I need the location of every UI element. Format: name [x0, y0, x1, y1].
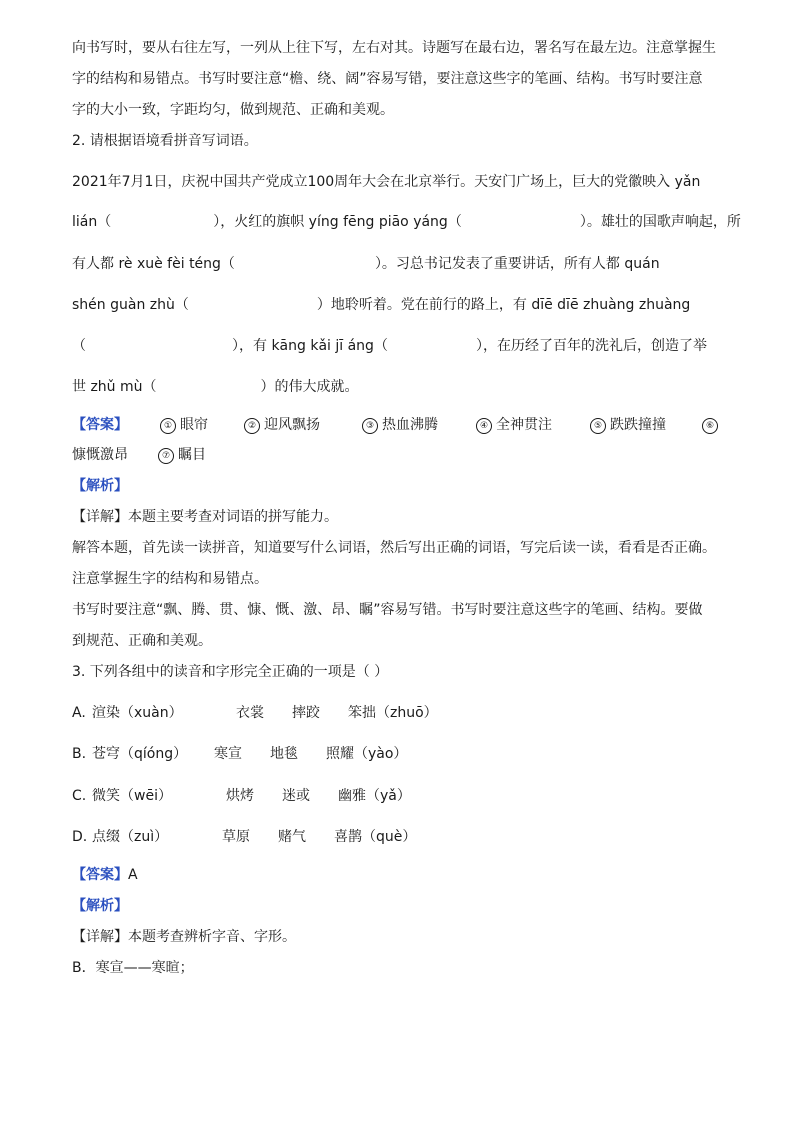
q2-detail	[72, 507, 722, 527]
intro-line-1: 向书写时，要从右往左写，一列从上往下写，左右对其。诗题写在最右边，署名写在最左边。注意掌握生	[72, 40, 716, 56]
q3-answer	[72, 865, 722, 885]
answer-number: ①	[160, 418, 176, 434]
q2-explanation-2: 注意掌握生字的结构和易错点。	[72, 571, 268, 587]
q2-text: （	[72, 338, 86, 354]
answer-text: 跌跌撞撞	[610, 417, 666, 433]
q2-answer-1	[160, 415, 208, 435]
answer-text: 迎风飘扬	[264, 417, 320, 433]
answer-number: ③	[362, 418, 378, 434]
q2-text: 世 zhǔ mù（	[72, 379, 157, 395]
answer-label-text: 【答案】	[72, 867, 128, 883]
answer-text: 瞩目	[178, 447, 206, 463]
option-word: 照耀（yào）	[326, 746, 408, 762]
q2-paragraph-line-4	[72, 295, 722, 315]
q2-text: ）地聆听着。党在前行的路上，有 dīē dīē zhuàng zhuàng	[316, 297, 691, 313]
q2-answer-2	[244, 415, 320, 435]
option-label: C.	[72, 788, 87, 804]
q2-title: 2. 请根据语境看拼音写词语。	[72, 133, 258, 149]
q2-text: ），在历经了百年的洗礼后，创造了举	[475, 338, 707, 354]
q2-answer-7	[158, 445, 206, 465]
answer-number: ⑦	[158, 448, 174, 464]
detail-text: 本题考查辨析字音、字形。	[128, 929, 296, 945]
q2-paragraph-line-1: 2021年7月1日，庆祝中国共产党成立100周年大会在北京举行。天安门广场上，巨大的党徽映入 yǎn	[72, 174, 701, 190]
answer-text: 眼帘	[180, 417, 208, 433]
q2-text: shén guàn zhù（	[72, 297, 189, 313]
q2-answer-5	[590, 415, 666, 435]
q3-b-note: B．寒宣——寒暄；	[72, 960, 194, 976]
option-word: 迷或	[282, 788, 310, 804]
q2-paragraph-line-3	[72, 254, 722, 274]
q3-detail	[72, 927, 722, 947]
q2-paragraph-line-6	[72, 377, 722, 397]
detail-label: 【详解】	[72, 509, 128, 525]
option-word: 点缀（zuì）	[92, 829, 169, 845]
answer-label-text: 【答案】	[72, 417, 128, 433]
answer-text: 热血沸腾	[382, 417, 438, 433]
answer-text: 全神贯注	[496, 417, 552, 433]
intro-line-3: 字的大小一致，字距均匀，做到规范、正确和美观。	[72, 102, 394, 118]
option-label: B.	[72, 746, 87, 762]
option-word: 摔跤	[292, 705, 320, 721]
option-word: 地毯	[270, 746, 298, 762]
q2-answer-6-text: 慷慨激昂	[72, 447, 128, 463]
option-label: D.	[72, 829, 88, 845]
q2-answer-3	[362, 415, 438, 435]
q2-explanation-3: 书写时要注意“飘、腾、贯、慷、慨、激、昂、瞩”容易写错。书写时要注意这些字的笔画、结构。要做	[72, 602, 703, 618]
q2-explanation-4: 到规范、正确和美观。	[72, 633, 212, 649]
analysis-label-text: 【解析】	[72, 898, 128, 914]
option-word: 笨拙（zhuō）	[348, 705, 438, 721]
option-word: 草原	[222, 829, 250, 845]
q2-answer-4	[476, 415, 552, 435]
answer-number: ⑥	[702, 418, 718, 434]
option-word: 寒宣	[214, 746, 242, 762]
answer-number: ②	[244, 418, 260, 434]
option-label: A.	[72, 705, 86, 721]
q2-text: ），有 kāng kǎi jī áng（	[232, 338, 388, 354]
option-word: 微笑（wēi）	[92, 788, 172, 804]
option-word: 喜鹊（què）	[334, 829, 417, 845]
option-word: 衣裳	[236, 705, 264, 721]
q3-analysis-label	[72, 896, 722, 916]
q2-text: ），火红的旗帜 yíng fēng piāo yáng（	[213, 214, 462, 230]
option-word: 渲染（xuàn）	[92, 705, 183, 721]
q2-text: 有人都 rè xuè fèi téng（	[72, 256, 235, 272]
answer-number: ⑤	[590, 418, 606, 434]
q2-analysis-label	[72, 476, 722, 496]
option-word: 赌气	[278, 829, 306, 845]
analysis-label-text: 【解析】	[72, 478, 128, 494]
option-word: 苍穹（qíóng）	[92, 746, 188, 762]
q2-answer-6-number	[702, 415, 722, 435]
q2-explanation-1: 解答本题，首先读一读拼音，知道要写什么词语，然后写出正确的词语，写完后读一读，看看是否正确。	[72, 540, 716, 556]
detail-label: 【详解】	[72, 929, 128, 945]
q3-title: 3. 下列各组中的读音和字形完全正确的一项是（ ）	[72, 664, 389, 680]
q2-answer-label	[72, 415, 128, 435]
q2-text: ）。雄壮的国歌声响起，所	[579, 214, 741, 230]
q2-paragraph-line-5	[72, 336, 722, 356]
q2-paragraph-line-2	[72, 212, 741, 232]
detail-text: 本题主要考查对词语的拼写能力。	[128, 509, 338, 525]
q2-text: ）。习总书记发表了重要讲话，所有人都 quán	[374, 256, 660, 272]
q2-text: lián（	[72, 214, 112, 230]
answer-number: ④	[476, 418, 492, 434]
answer-text: A	[128, 867, 138, 883]
intro-line-2: 字的结构和易错点。书写时要注意“檐、绕、阔”容易写错，要注意这些字的笔画、结构。书写时要注意	[72, 71, 703, 87]
q2-text: ）的伟大成就。	[260, 379, 359, 395]
option-word: 幽雅（yǎ）	[338, 788, 411, 804]
option-word: 烘烤	[226, 788, 254, 804]
